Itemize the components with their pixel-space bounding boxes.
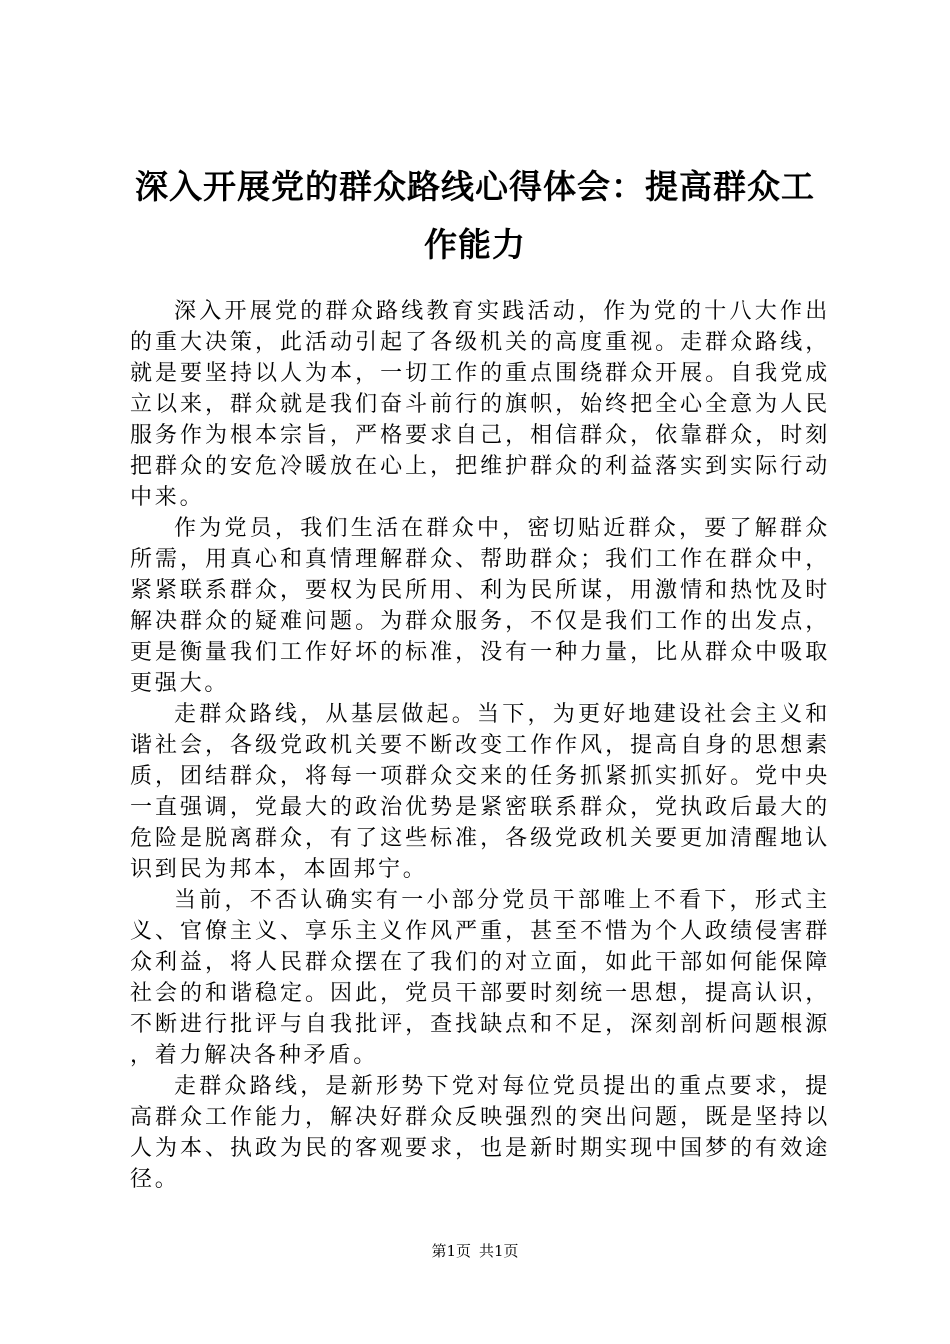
paragraph-4: 当前，不否认确实有一小部分党员干部唯上不看下，形式主义、官僚主义、享乐主义作风严重，甚至不惜为个人政绩侵害群众利益，将人民群众摆在了我们的对立面，如此干部如何能保障社会的和谐稳定。因此，党员干部要时刻统一思想，提高认识，不断进行批评与自我批评，查找缺点和不足，深刻剖析问题根源，着力解决各种矛盾。 bbox=[130, 888, 830, 1068]
paragraph-5: 走群众路线，是新形势下党对每位党员提出的重点要求，提高群众工作能力，解决好群众反映强烈的突出问题，既是坚持以人为本、执政为民的客观要求，也是新时期实现中国梦的有效途径。 bbox=[130, 1074, 830, 1192]
paragraph-3: 走群众路线，从基层做起。当下，为更好地建设社会主义和谐社会，各级党政机关要不断改变工作作风，提高自身的思想素质，团结群众，将每一项群众交来的任务抓紧抓实抓好。党中央一直强调，党最大的政治优势是紧密联系群众，党执政后最大的危险是脱离群众，有了这些标准，各级党政机关要更加清醒地认识到民为邦本，本固邦宁。 bbox=[130, 702, 830, 882]
paragraph-2: 作为党员，我们生活在群众中，密切贴近群众，要了解群众所需，用真心和真情理解群众、帮助群众；我们工作在群众中，紧紧联系群众，要权为民所用、利为民所谋，用激情和热忱及时解决群众的疑难问题。为群众服务，不仅是我们工作的出发点，更是衡量我们工作好坏的标准，没有一种力量，比从群众中吸取更强大。 bbox=[130, 516, 830, 696]
page-number-current: 第1页 bbox=[431, 1242, 471, 1260]
page-number-total: 共1页 bbox=[479, 1242, 519, 1260]
document-body bbox=[130, 296, 830, 1195]
page-footer bbox=[0, 1240, 950, 1262]
document-title: 深入开展党的群众路线心得体会：提高群众工作能力 bbox=[135, 167, 815, 264]
paragraph-1: 深入开展党的群众路线教育实践活动，作为党的十八大作出的重大决策，此活动引起了各级机关的高度重视。走群众路线，就是要坚持以人为本，一切工作的重点围绕群众开展。自我党成立以来，群众就是我们奋斗前行的旗帜，始终把全心全意为人民服务作为根本宗旨，严格要求自己，相信群众，依靠群众，时刻把群众的安危冷暖放在心上，把维护群众的利益落实到实际行动中来。 bbox=[130, 299, 830, 510]
